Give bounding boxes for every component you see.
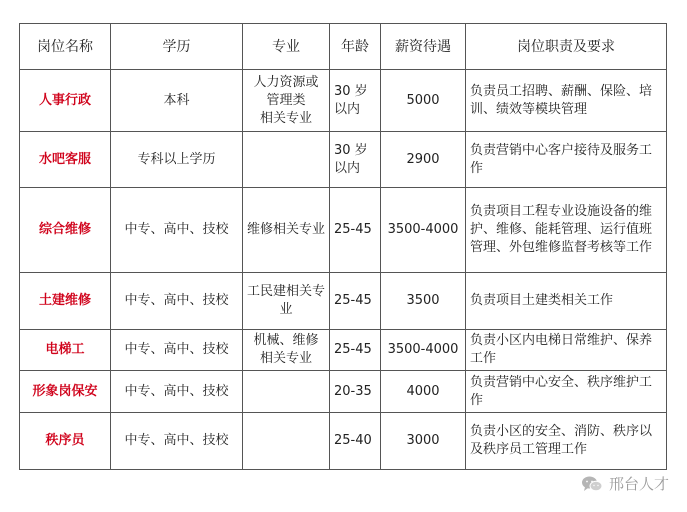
salary-cell: 2900 bbox=[381, 132, 466, 188]
education-cell: 中专、高中、技校 bbox=[111, 413, 243, 470]
duties-cell: 负责员工招聘、薪酬、保险、培训、绩效等模块管理 bbox=[466, 70, 667, 132]
position-cell: 水吧客服 bbox=[20, 132, 111, 188]
table-row bbox=[20, 188, 667, 273]
table-row bbox=[20, 413, 667, 470]
major-text: 工民建相关专业 bbox=[247, 284, 326, 317]
salary-cell: 4000 bbox=[381, 371, 466, 413]
table-row bbox=[20, 330, 667, 371]
header-education: 学历 bbox=[111, 24, 243, 70]
salary-cell: 3500-4000 bbox=[381, 188, 466, 273]
education-cell: 中专、高中、技校 bbox=[111, 371, 243, 413]
salary-cell: 5000 bbox=[381, 70, 466, 132]
duties-cell: 负责小区内电梯日常维护、保养工作 bbox=[466, 330, 667, 371]
age-text: 25-40 bbox=[334, 433, 372, 448]
salary-cell: 3500-4000 bbox=[381, 330, 466, 371]
major-cell bbox=[243, 273, 330, 330]
position-cell: 秩序员 bbox=[20, 413, 111, 470]
education-cell: 中专、高中、技校 bbox=[111, 273, 243, 330]
duties-cell: 负责项目工程专业设施设备的维护、维修、能耗管理、运行值班管理、外包维修监督考核等工作 bbox=[466, 188, 667, 273]
age-cell bbox=[330, 70, 381, 132]
duties-cell: 负责营销中心安全、秩序维护工作 bbox=[466, 371, 667, 413]
age-cell bbox=[330, 188, 381, 273]
duties-cell: 负责项目土建类相关工作 bbox=[466, 273, 667, 330]
salary-cell: 3000 bbox=[381, 413, 466, 470]
position-cell: 土建维修 bbox=[20, 273, 111, 330]
table-row bbox=[20, 70, 667, 132]
major-cell bbox=[243, 132, 330, 188]
education-cell: 专科以上学历 bbox=[111, 132, 243, 188]
table-header-row bbox=[20, 24, 667, 70]
position-cell: 综合维修 bbox=[20, 188, 111, 273]
table-row bbox=[20, 273, 667, 330]
education-cell: 中专、高中、技校 bbox=[111, 330, 243, 371]
major-cell bbox=[243, 188, 330, 273]
major-cell bbox=[243, 371, 330, 413]
position-cell: 电梯工 bbox=[20, 330, 111, 371]
age-text: 30 岁 以内 bbox=[334, 83, 368, 117]
education-cell: 本科 bbox=[111, 70, 243, 132]
age-text: 20-35 bbox=[334, 383, 372, 399]
major-text: 人力资源或 管理类 相关专业 bbox=[253, 74, 319, 126]
header-age: 年龄 bbox=[330, 24, 381, 70]
position-cell: 人事行政 bbox=[20, 70, 111, 132]
duties-cell: 负责小区的安全、消防、秩序以及秩序员工管理工作 bbox=[466, 413, 667, 470]
major-text: 维修相关专业 bbox=[247, 222, 326, 237]
age-text: 30 岁 以内 bbox=[334, 142, 368, 176]
table-row bbox=[20, 132, 667, 188]
header-position: 岗位名称 bbox=[20, 24, 111, 70]
age-cell bbox=[330, 132, 381, 188]
salary-cell: 3500 bbox=[381, 273, 466, 330]
wechat-icon bbox=[581, 475, 603, 493]
age-cell bbox=[330, 330, 381, 371]
age-text: 25-45 bbox=[334, 222, 372, 237]
watermark bbox=[581, 473, 669, 494]
major-cell bbox=[243, 413, 330, 470]
major-cell bbox=[243, 330, 330, 371]
major-cell bbox=[243, 70, 330, 132]
age-cell bbox=[330, 413, 381, 470]
age-cell bbox=[330, 371, 381, 413]
duties-cell: 负责营销中心客户接待及服务工作 bbox=[466, 132, 667, 188]
header-salary: 薪资待遇 bbox=[381, 24, 466, 70]
age-text: 25-45 bbox=[334, 342, 372, 357]
watermark-text: 邢台人才 bbox=[608, 475, 669, 493]
major-text: 机械、维修 相关专业 bbox=[253, 333, 319, 366]
education-cell: 中专、高中、技校 bbox=[111, 188, 243, 273]
age-text: 25-45 bbox=[334, 293, 372, 308]
position-cell: 形象岗保安 bbox=[20, 371, 111, 413]
table-row bbox=[20, 371, 667, 413]
header-duties: 岗位职责及要求 bbox=[466, 24, 667, 70]
header-major: 专业 bbox=[243, 24, 330, 70]
job-listing-table bbox=[19, 23, 667, 470]
age-cell bbox=[330, 273, 381, 330]
